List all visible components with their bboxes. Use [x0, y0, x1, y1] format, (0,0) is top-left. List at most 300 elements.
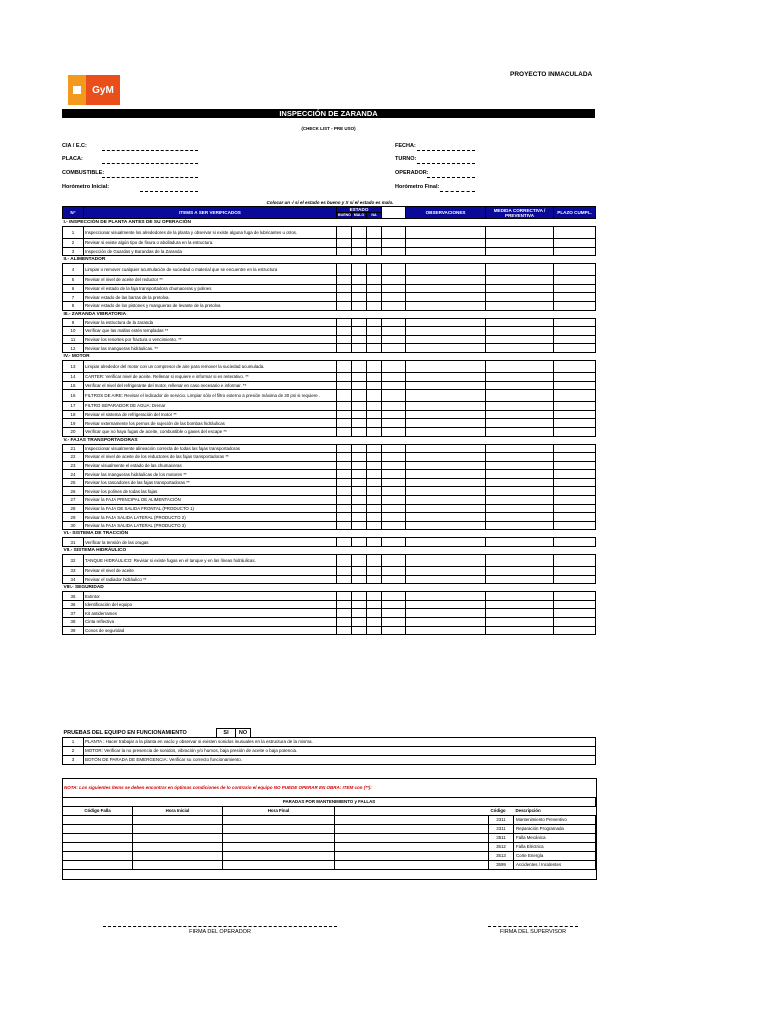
na-cell[interactable] [367, 521, 382, 530]
na-cell[interactable] [367, 626, 382, 635]
na-cell[interactable] [367, 390, 382, 402]
malo-cell[interactable] [352, 427, 367, 436]
observaciones-cell[interactable] [406, 327, 486, 336]
plazo-cell[interactable] [554, 335, 596, 344]
na-cell[interactable] [367, 372, 382, 381]
bueno-cell[interactable] [337, 504, 352, 513]
plazo-cell[interactable] [554, 575, 596, 584]
na-cell[interactable] [367, 360, 382, 372]
plazo-cell[interactable] [554, 276, 596, 285]
malo-cell[interactable] [352, 381, 367, 390]
observaciones-cell[interactable] [406, 239, 486, 248]
plazo-cell[interactable] [554, 427, 596, 436]
na-cell[interactable] [367, 496, 382, 505]
observaciones-cell[interactable] [406, 538, 486, 547]
observaciones-cell[interactable] [406, 487, 486, 496]
observaciones-cell[interactable] [406, 381, 486, 390]
codigo-falla-cell[interactable] [63, 834, 133, 843]
blank-cell[interactable] [382, 555, 406, 567]
bueno-cell[interactable] [337, 318, 352, 327]
medida-cell[interactable] [486, 419, 554, 428]
blank-cell[interactable] [382, 504, 406, 513]
hora-final-cell[interactable] [223, 843, 335, 852]
malo-cell[interactable] [352, 444, 367, 453]
bueno-cell[interactable] [337, 284, 352, 293]
bueno-cell[interactable] [337, 478, 352, 487]
medida-cell[interactable] [486, 600, 554, 609]
medida-cell[interactable] [486, 264, 554, 276]
observaciones-cell[interactable] [406, 592, 486, 601]
medida-cell[interactable] [486, 609, 554, 618]
blank-cell[interactable] [335, 852, 489, 861]
blank-cell[interactable] [335, 816, 489, 825]
observaciones-cell[interactable] [406, 360, 486, 372]
na-cell[interactable] [367, 381, 382, 390]
blank-cell[interactable] [382, 513, 406, 522]
medida-cell[interactable] [486, 239, 554, 248]
na-cell[interactable] [367, 538, 382, 547]
blank-cell[interactable] [382, 496, 406, 505]
malo-cell[interactable] [352, 609, 367, 618]
medida-cell[interactable] [486, 555, 554, 567]
plazo-cell[interactable] [554, 410, 596, 419]
blank-cell[interactable] [382, 381, 406, 390]
hora-inicial-cell[interactable] [133, 816, 223, 825]
malo-cell[interactable] [352, 461, 367, 470]
blank-cell[interactable] [382, 538, 406, 547]
blank-cell[interactable] [382, 609, 406, 618]
bueno-cell[interactable] [337, 360, 352, 372]
blank-cell[interactable] [382, 284, 406, 293]
observaciones-cell[interactable] [406, 372, 486, 381]
malo-cell[interactable] [352, 470, 367, 479]
plazo-cell[interactable] [554, 381, 596, 390]
hora-final-cell[interactable] [223, 852, 335, 861]
plazo-cell[interactable] [554, 372, 596, 381]
blank-cell[interactable] [382, 227, 406, 239]
bueno-cell[interactable] [337, 567, 352, 576]
medida-cell[interactable] [486, 381, 554, 390]
blank-cell[interactable] [382, 410, 406, 419]
na-cell[interactable] [367, 555, 382, 567]
malo-cell[interactable] [352, 264, 367, 276]
medida-cell[interactable] [486, 318, 554, 327]
bueno-cell[interactable] [337, 618, 352, 627]
blank-cell[interactable] [382, 600, 406, 609]
na-cell[interactable] [367, 284, 382, 293]
malo-cell[interactable] [352, 276, 367, 285]
observaciones-cell[interactable] [406, 427, 486, 436]
na-cell[interactable] [367, 567, 382, 576]
malo-cell[interactable] [352, 487, 367, 496]
hora-inicial-cell[interactable] [133, 843, 223, 852]
codigo-falla-cell[interactable] [63, 843, 133, 852]
malo-cell[interactable] [352, 239, 367, 248]
codigo-falla-cell[interactable] [63, 825, 133, 834]
bueno-cell[interactable] [337, 427, 352, 436]
medida-cell[interactable] [486, 478, 554, 487]
na-cell[interactable] [367, 453, 382, 462]
malo-cell[interactable] [352, 592, 367, 601]
observaciones-cell[interactable] [406, 293, 486, 302]
blank-cell[interactable] [382, 618, 406, 627]
plazo-cell[interactable] [554, 461, 596, 470]
medida-cell[interactable] [486, 276, 554, 285]
observaciones-cell[interactable] [406, 318, 486, 327]
observaciones-cell[interactable] [406, 504, 486, 513]
hora-final-cell[interactable] [223, 816, 335, 825]
malo-cell[interactable] [352, 410, 367, 419]
blank-cell[interactable] [382, 575, 406, 584]
medida-cell[interactable] [486, 335, 554, 344]
na-cell[interactable] [367, 264, 382, 276]
medida-cell[interactable] [486, 344, 554, 353]
blank-cell[interactable] [382, 453, 406, 462]
medida-cell[interactable] [486, 626, 554, 635]
bueno-cell[interactable] [337, 239, 352, 248]
plazo-cell[interactable] [554, 247, 596, 256]
medida-cell[interactable] [486, 427, 554, 436]
plazo-cell[interactable] [554, 301, 596, 310]
bueno-cell[interactable] [337, 276, 352, 285]
malo-cell[interactable] [352, 538, 367, 547]
na-cell[interactable] [367, 293, 382, 302]
bueno-cell[interactable] [337, 344, 352, 353]
medida-cell[interactable] [486, 372, 554, 381]
medida-cell[interactable] [486, 327, 554, 336]
observaciones-cell[interactable] [406, 227, 486, 239]
bueno-cell[interactable] [337, 487, 352, 496]
bueno-cell[interactable] [337, 538, 352, 547]
bueno-cell[interactable] [337, 381, 352, 390]
blank-cell[interactable] [382, 419, 406, 428]
plazo-cell[interactable] [554, 444, 596, 453]
blank-cell[interactable] [382, 470, 406, 479]
na-cell[interactable] [367, 461, 382, 470]
bueno-cell[interactable] [337, 521, 352, 530]
fecha-field[interactable] [417, 150, 475, 151]
bueno-cell[interactable] [337, 293, 352, 302]
malo-cell[interactable] [352, 478, 367, 487]
blank-cell[interactable] [382, 567, 406, 576]
observaciones-cell[interactable] [406, 496, 486, 505]
plazo-cell[interactable] [554, 227, 596, 239]
blank-cell[interactable] [382, 293, 406, 302]
blank-cell[interactable] [382, 344, 406, 353]
na-cell[interactable] [367, 504, 382, 513]
medida-cell[interactable] [486, 453, 554, 462]
medida-cell[interactable] [486, 496, 554, 505]
blank-cell[interactable] [382, 372, 406, 381]
plazo-cell[interactable] [554, 626, 596, 635]
medida-cell[interactable] [486, 402, 554, 411]
hora-final-cell[interactable] [223, 825, 335, 834]
observaciones-cell[interactable] [406, 513, 486, 522]
blank-cell[interactable] [382, 487, 406, 496]
blank-cell[interactable] [382, 478, 406, 487]
malo-cell[interactable] [352, 318, 367, 327]
malo-cell[interactable] [352, 284, 367, 293]
medida-cell[interactable] [486, 284, 554, 293]
bueno-cell[interactable] [337, 402, 352, 411]
observaciones-cell[interactable] [406, 461, 486, 470]
blank-cell[interactable] [382, 327, 406, 336]
observaciones-cell[interactable] [406, 247, 486, 256]
bueno-cell[interactable] [337, 410, 352, 419]
plazo-cell[interactable] [554, 470, 596, 479]
observaciones-cell[interactable] [406, 419, 486, 428]
plazo-cell[interactable] [554, 592, 596, 601]
codigo-falla-cell[interactable] [63, 852, 133, 861]
malo-cell[interactable] [352, 390, 367, 402]
observaciones-cell[interactable] [406, 344, 486, 353]
na-cell[interactable] [367, 276, 382, 285]
hora-inicial-cell[interactable] [133, 861, 223, 870]
malo-cell[interactable] [352, 360, 367, 372]
na-cell[interactable] [367, 427, 382, 436]
plazo-cell[interactable] [554, 567, 596, 576]
malo-cell[interactable] [352, 626, 367, 635]
observaciones-cell[interactable] [406, 618, 486, 627]
observaciones-cell[interactable] [406, 410, 486, 419]
plazo-cell[interactable] [554, 419, 596, 428]
observaciones-cell[interactable] [406, 478, 486, 487]
na-cell[interactable] [367, 470, 382, 479]
malo-cell[interactable] [352, 555, 367, 567]
blank-cell[interactable] [382, 444, 406, 453]
plazo-cell[interactable] [554, 402, 596, 411]
firma-operador-line[interactable] [103, 926, 337, 927]
medida-cell[interactable] [486, 444, 554, 453]
blank-cell[interactable] [382, 335, 406, 344]
observaciones-cell[interactable] [406, 390, 486, 402]
plazo-cell[interactable] [554, 496, 596, 505]
plazo-cell[interactable] [554, 344, 596, 353]
plazo-cell[interactable] [554, 555, 596, 567]
hora-inicial-cell[interactable] [133, 825, 223, 834]
bueno-cell[interactable] [337, 327, 352, 336]
observaciones-cell[interactable] [406, 301, 486, 310]
plazo-cell[interactable] [554, 360, 596, 372]
blank-cell[interactable] [382, 247, 406, 256]
observaciones-cell[interactable] [406, 470, 486, 479]
horometro-final-field[interactable] [440, 191, 475, 192]
observaciones-cell[interactable] [406, 567, 486, 576]
plazo-cell[interactable] [554, 618, 596, 627]
na-cell[interactable] [367, 227, 382, 239]
plazo-cell[interactable] [554, 327, 596, 336]
plazo-cell[interactable] [554, 600, 596, 609]
na-cell[interactable] [367, 618, 382, 627]
plazo-cell[interactable] [554, 318, 596, 327]
malo-cell[interactable] [352, 335, 367, 344]
plazo-cell[interactable] [554, 453, 596, 462]
medida-cell[interactable] [486, 521, 554, 530]
medida-cell[interactable] [486, 390, 554, 402]
blank-cell[interactable] [382, 318, 406, 327]
placa-field[interactable] [102, 163, 198, 164]
plazo-cell[interactable] [554, 521, 596, 530]
blank-cell[interactable] [335, 843, 489, 852]
medida-cell[interactable] [486, 538, 554, 547]
na-cell[interactable] [367, 609, 382, 618]
malo-cell[interactable] [352, 496, 367, 505]
na-cell[interactable] [367, 487, 382, 496]
plazo-cell[interactable] [554, 284, 596, 293]
malo-cell[interactable] [352, 327, 367, 336]
na-cell[interactable] [367, 247, 382, 256]
na-cell[interactable] [367, 410, 382, 419]
observaciones-cell[interactable] [406, 335, 486, 344]
na-cell[interactable] [367, 402, 382, 411]
blank-cell[interactable] [382, 239, 406, 248]
bueno-cell[interactable] [337, 444, 352, 453]
medida-cell[interactable] [486, 487, 554, 496]
blank-cell[interactable] [382, 264, 406, 276]
blank-cell[interactable] [335, 834, 489, 843]
blank-cell[interactable] [335, 861, 489, 870]
cia-field[interactable] [102, 150, 198, 151]
hora-inicial-cell[interactable] [133, 852, 223, 861]
medida-cell[interactable] [486, 567, 554, 576]
plazo-cell[interactable] [554, 504, 596, 513]
malo-cell[interactable] [352, 293, 367, 302]
na-cell[interactable] [367, 239, 382, 248]
plazo-cell[interactable] [554, 264, 596, 276]
bueno-cell[interactable] [337, 453, 352, 462]
hora-final-cell[interactable] [223, 861, 335, 870]
medida-cell[interactable] [486, 247, 554, 256]
plazo-cell[interactable] [554, 390, 596, 402]
malo-cell[interactable] [352, 575, 367, 584]
blank-cell[interactable] [382, 360, 406, 372]
observaciones-cell[interactable] [406, 626, 486, 635]
bueno-cell[interactable] [337, 390, 352, 402]
na-cell[interactable] [367, 592, 382, 601]
malo-cell[interactable] [352, 618, 367, 627]
na-cell[interactable] [367, 478, 382, 487]
malo-cell[interactable] [352, 513, 367, 522]
malo-cell[interactable] [352, 504, 367, 513]
malo-cell[interactable] [352, 372, 367, 381]
na-cell[interactable] [367, 327, 382, 336]
malo-cell[interactable] [352, 419, 367, 428]
plazo-cell[interactable] [554, 513, 596, 522]
bueno-cell[interactable] [337, 592, 352, 601]
malo-cell[interactable] [352, 301, 367, 310]
malo-cell[interactable] [352, 567, 367, 576]
observaciones-cell[interactable] [406, 264, 486, 276]
blank-cell[interactable] [382, 276, 406, 285]
bueno-cell[interactable] [337, 335, 352, 344]
na-cell[interactable] [367, 444, 382, 453]
observaciones-cell[interactable] [406, 402, 486, 411]
turno-field[interactable] [417, 163, 475, 164]
blank-cell[interactable] [382, 592, 406, 601]
bueno-cell[interactable] [337, 372, 352, 381]
medida-cell[interactable] [486, 461, 554, 470]
codigo-falla-cell[interactable] [63, 816, 133, 825]
bueno-cell[interactable] [337, 470, 352, 479]
observaciones-cell[interactable] [406, 276, 486, 285]
medida-cell[interactable] [486, 410, 554, 419]
medida-cell[interactable] [486, 504, 554, 513]
malo-cell[interactable] [352, 453, 367, 462]
medida-cell[interactable] [486, 301, 554, 310]
malo-cell[interactable] [352, 521, 367, 530]
plazo-cell[interactable] [554, 478, 596, 487]
blank-cell[interactable] [382, 521, 406, 530]
bueno-cell[interactable] [337, 626, 352, 635]
plazo-cell[interactable] [554, 487, 596, 496]
bueno-cell[interactable] [337, 575, 352, 584]
malo-cell[interactable] [352, 344, 367, 353]
blank-cell[interactable] [382, 402, 406, 411]
plazo-cell[interactable] [554, 293, 596, 302]
na-cell[interactable] [367, 513, 382, 522]
blank-cell[interactable] [382, 390, 406, 402]
plazo-cell[interactable] [554, 538, 596, 547]
blank-cell[interactable] [382, 626, 406, 635]
observaciones-cell[interactable] [406, 521, 486, 530]
medida-cell[interactable] [486, 470, 554, 479]
observaciones-cell[interactable] [406, 453, 486, 462]
hora-inicial-cell[interactable] [133, 834, 223, 843]
bueno-cell[interactable] [337, 419, 352, 428]
na-cell[interactable] [367, 344, 382, 353]
malo-cell[interactable] [352, 600, 367, 609]
plazo-cell[interactable] [554, 239, 596, 248]
combustible-field[interactable] [102, 177, 198, 178]
observaciones-cell[interactable] [406, 575, 486, 584]
firma-supervisor-line[interactable] [488, 926, 578, 927]
medida-cell[interactable] [486, 227, 554, 239]
bueno-cell[interactable] [337, 555, 352, 567]
na-cell[interactable] [367, 301, 382, 310]
na-cell[interactable] [367, 575, 382, 584]
malo-cell[interactable] [352, 227, 367, 239]
observaciones-cell[interactable] [406, 284, 486, 293]
blank-cell[interactable] [382, 461, 406, 470]
blank-cell[interactable] [382, 301, 406, 310]
malo-cell[interactable] [352, 247, 367, 256]
na-cell[interactable] [367, 600, 382, 609]
bueno-cell[interactable] [337, 301, 352, 310]
bueno-cell[interactable] [337, 600, 352, 609]
medida-cell[interactable] [486, 592, 554, 601]
operador-field[interactable] [427, 177, 475, 178]
bueno-cell[interactable] [337, 609, 352, 618]
medida-cell[interactable] [486, 575, 554, 584]
bueno-cell[interactable] [337, 496, 352, 505]
bueno-cell[interactable] [337, 513, 352, 522]
medida-cell[interactable] [486, 360, 554, 372]
blank-cell[interactable] [382, 427, 406, 436]
medida-cell[interactable] [486, 293, 554, 302]
horometro-inicial-field[interactable] [140, 191, 198, 192]
codigo-falla-cell[interactable] [63, 861, 133, 870]
observaciones-cell[interactable] [406, 600, 486, 609]
na-cell[interactable] [367, 318, 382, 327]
na-cell[interactable] [367, 335, 382, 344]
bueno-cell[interactable] [337, 227, 352, 239]
bueno-cell[interactable] [337, 461, 352, 470]
hora-final-cell[interactable] [223, 834, 335, 843]
observaciones-cell[interactable] [406, 609, 486, 618]
na-cell[interactable] [367, 419, 382, 428]
bueno-cell[interactable] [337, 264, 352, 276]
malo-cell[interactable] [352, 402, 367, 411]
